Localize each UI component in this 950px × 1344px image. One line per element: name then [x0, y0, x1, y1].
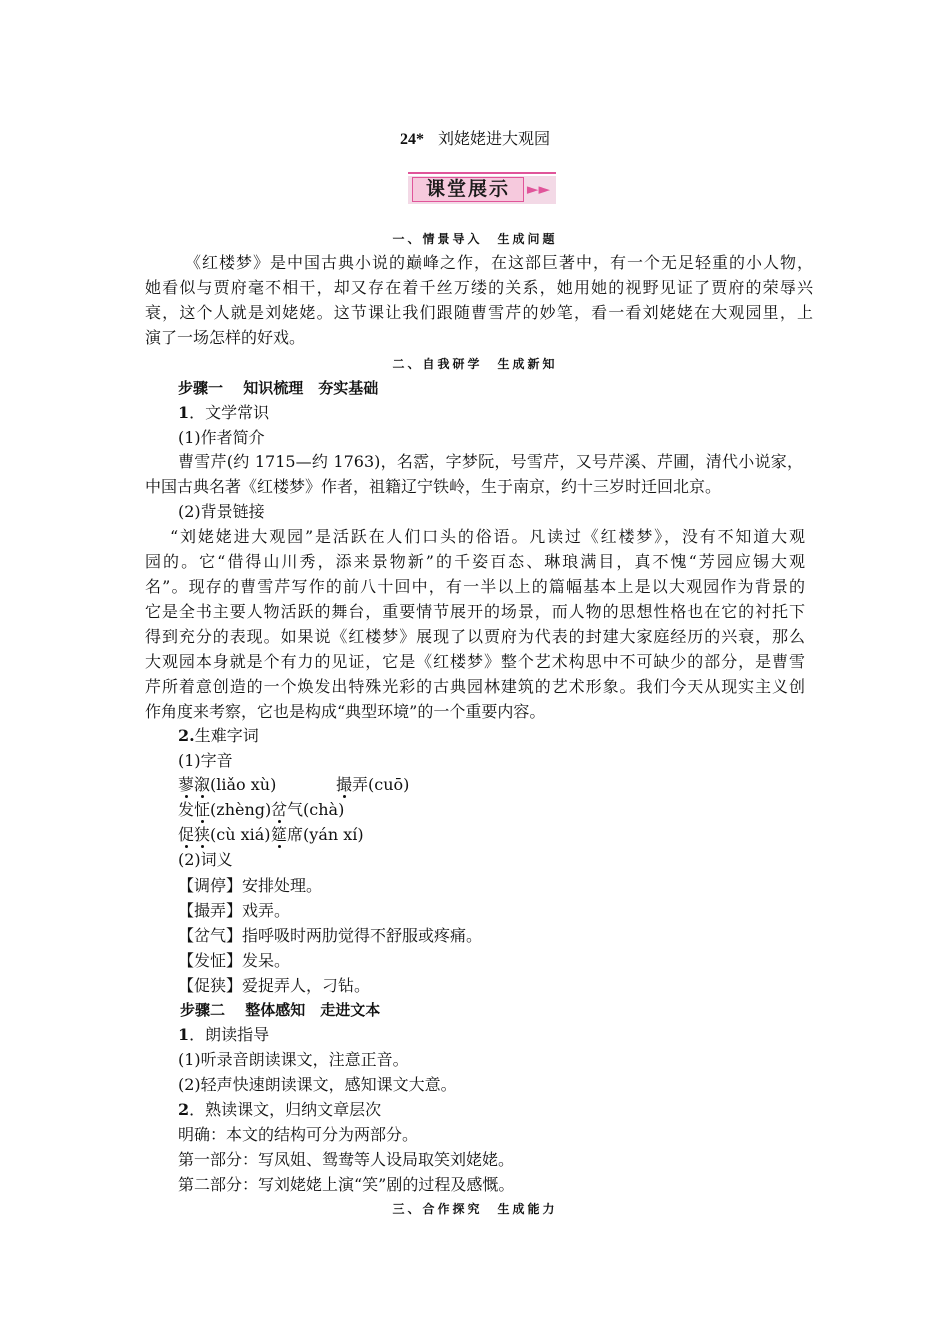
meaning-item: 【发怔】发呆。 — [178, 951, 291, 970]
background-line: 它是全书主要人物活跃的舞台，重要情节展开的场景，而人物的思想性格也在它的衬托下 — [145, 602, 805, 621]
reading-heading — [178, 1025, 269, 1045]
intro-line: 她看似与贾府毫不相干，却又存在着千丝万缕的关系，她用她的视野见证了贾府的荣辱兴 — [145, 278, 813, 297]
step2-heading: 步骤二 整体感知 走进文本 — [180, 1001, 381, 1019]
background-label: (2)背景链接 — [178, 502, 265, 521]
pron-char: 气 — [287, 800, 304, 819]
lesson-title — [0, 126, 950, 149]
pron-char: 岔 — [271, 800, 288, 819]
pron-pinyin: (zhèng) — [210, 800, 272, 819]
section-heading-3: 三、合作探究 生成能力 — [392, 1202, 558, 1216]
author-line: 中国古典名著《红楼梦》作者，祖籍辽宁铁岭，生于南京，约十三岁时迁回北京。 — [145, 477, 722, 496]
author-label: (1)作者简介 — [178, 428, 265, 447]
pron-pinyin: (cù xiá) — [210, 825, 271, 844]
lesson-number: 24* — [399, 131, 424, 148]
reading-item: (2)轻声快速朗读课文，感知课文大意。 — [178, 1075, 457, 1094]
structure-item: 明确：本文的结构可分为两部分。 — [178, 1125, 419, 1144]
background-line: “刘姥姥进大观园”是活跃在人们口头的俗语。凡读过《红楼梦》，没有不知道大观 — [170, 527, 805, 546]
structure-item: 第一部分：写凤姐、鸳鸯等人设局取笑刘姥姥。 — [178, 1150, 515, 1169]
lit-heading — [178, 403, 269, 423]
pron-char: 怔 — [194, 800, 211, 819]
structure-item: 第二部分：写刘姥姥上演“笑”剧的过程及感慨。 — [178, 1175, 515, 1194]
meaning-label: (2)词义 — [178, 850, 233, 869]
background-line: 得到充分的表现。如果说《红楼梦》展现了以贾府为代表的封建大家庭经历的兴衰，那么 — [145, 627, 805, 646]
pron-char: 席 — [287, 825, 304, 844]
reading-number: 1 — [178, 1025, 190, 1044]
lesson-title-text: 刘姥姥进大观园 — [437, 129, 550, 148]
pron-char: 弄 — [352, 775, 369, 794]
vocab-number: 2. — [178, 726, 195, 745]
reading-item: (1)听录音朗读课文，注意正音。 — [178, 1050, 409, 1069]
section-heading-2: 二、自我研学 生成新知 — [392, 357, 558, 371]
pron-pinyin: (cuō) — [368, 775, 410, 794]
pron-item — [178, 825, 271, 845]
background-line: 作角度来考察，它也是构成“典型环境”的一个重要内容。 — [145, 702, 546, 721]
pronunciation-label: (1)字音 — [178, 751, 233, 770]
pron-item — [178, 775, 276, 795]
pron-char: 狭 — [194, 825, 211, 844]
pron-pinyin: (yán xí) — [303, 825, 364, 844]
pron-pinyin: (chà) — [303, 800, 345, 819]
pron-char: 撮 — [336, 775, 353, 794]
lit-number: 1 — [178, 403, 190, 422]
section-heading-1: 一、情景导入 生成问题 — [392, 232, 558, 246]
pron-char: 蓼 — [178, 775, 195, 794]
meaning-item: 【撮弄】戏弄。 — [178, 901, 291, 920]
vocab-label: 生难字词 — [194, 726, 259, 745]
author-line: 曹雪芹(约 1715—约 1763)，名霑，字梦阮，号雪芹，又号芹溪、芹圃，清代小说家， — [178, 452, 803, 471]
pron-pinyin: (liǎo xù) — [210, 775, 277, 794]
pron-char: 溆 — [194, 775, 211, 794]
pron-item — [271, 800, 344, 820]
pron-item — [271, 825, 364, 845]
banner-label: 课堂展示 — [412, 177, 524, 202]
pron-char: 筵 — [271, 825, 288, 844]
background-line: 大观园本身就是个有力的见证，它是《红楼梦》整个艺术构思中不可缺少的部分，是曹雪 — [145, 652, 805, 671]
meaning-item: 【调停】安排处理。 — [178, 876, 323, 895]
pron-item — [178, 800, 271, 820]
double-arrow-icon: ►► — [526, 180, 550, 198]
reading-label: ．朗读指导 — [189, 1025, 270, 1044]
pron-item — [336, 775, 409, 795]
meaning-item: 【岔气】指呼吸时两肋觉得不舒服或疼痛。 — [178, 926, 483, 945]
background-line: 芹所着意创造的一个焕发出特殊光彩的古典园林建筑的艺术形象。我们今天从现实主义创 — [145, 677, 805, 696]
intro-line: 《红楼梦》是中国古典小说的巅峰之作，在这部巨著中，有一个无足轻重的小人物， — [185, 253, 813, 272]
intro-line: 演了一场怎样的好戏。 — [145, 328, 306, 347]
vocab-heading — [178, 726, 259, 746]
pron-char: 促 — [178, 825, 195, 844]
intro-line: 衰，这个人就是刘姥姥。这节课让我们跟随曹雪芹的妙笔，看一看刘姥姥在大观园里，上 — [145, 303, 813, 322]
step1-heading: 步骤一 知识梳理 夯实基础 — [178, 379, 379, 397]
meaning-item: 【促狭】爱捉弄人，刁钻。 — [178, 976, 371, 995]
background-line: 园的。它“借得山川秀，添来景物新”的千姿百态、琳琅满目，真不愧“芳园应锡大观 — [145, 552, 805, 571]
lit-label: ．文学常识 — [189, 403, 270, 422]
class-display-banner — [408, 172, 556, 204]
structure-number: 2 — [178, 1100, 190, 1119]
structure-heading — [178, 1100, 381, 1120]
background-line: 名”。现存的曹雪芹写作的前八十回中，有一半以上的篇幅基本上是以大观园作为背景的 — [145, 577, 805, 596]
pron-char: 发 — [178, 800, 195, 819]
structure-label: ．熟读课文，归纳文章层次 — [189, 1100, 382, 1119]
